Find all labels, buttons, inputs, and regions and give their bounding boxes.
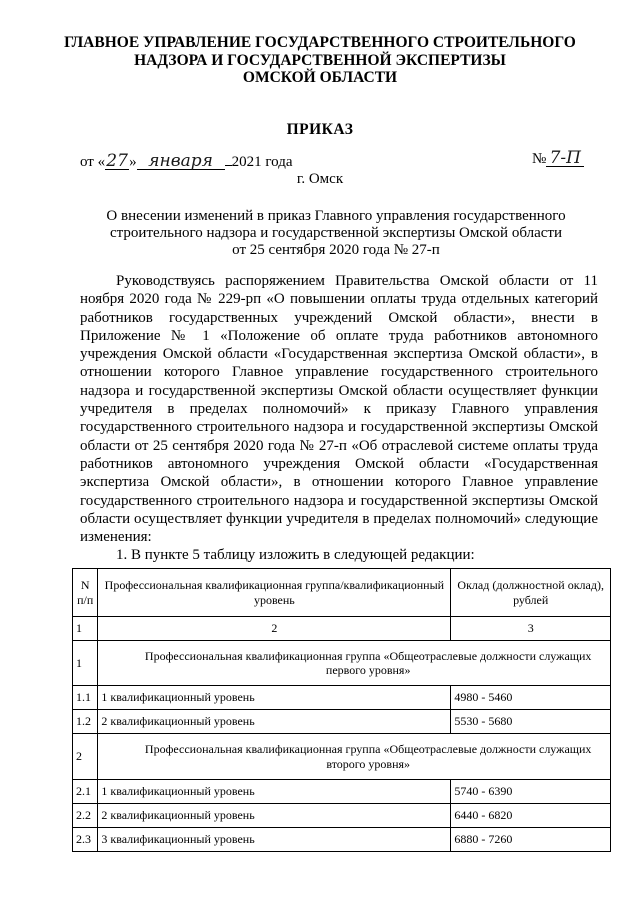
row-level: 3 квалификационный уровень	[98, 828, 451, 852]
row-num: 1.1	[73, 686, 98, 710]
city: г. Омск	[296, 171, 344, 187]
order-subject	[80, 208, 592, 259]
group-num: 2	[73, 734, 98, 780]
document-title: ПРИКАЗ	[286, 121, 354, 138]
row-pay: 6880 - 7260	[451, 828, 611, 852]
table-header-row	[73, 569, 611, 617]
row-pay: 5740 - 6390	[451, 780, 611, 804]
subject-line-1: О внесении изменений в приказ Главного управления государственного	[106, 208, 566, 224]
handwritten-number: 7-П	[546, 151, 584, 167]
order-body	[80, 272, 598, 565]
row-num: 1.2	[73, 710, 98, 734]
row-level: 2 квалификационный уровень	[98, 804, 451, 828]
row-pay: 6440 - 6820	[451, 804, 611, 828]
order-number	[532, 148, 584, 168]
group-title: Профессиональная квалификационная группа «Общеотраслевые должности служащих второго уровня»	[98, 734, 611, 780]
handwritten-day: 27	[106, 151, 128, 171]
row-level: 1 квалификационный уровень	[98, 780, 451, 804]
org-line-2: НАДЗОРА И ГОСУДАРСТВЕННОЙ ЭКСПЕРТИЗЫ	[134, 51, 506, 69]
table-row	[73, 780, 611, 804]
column-number: 2	[98, 617, 451, 641]
table-row	[73, 828, 611, 852]
header-pay: Оклад (должностной оклад), рублей	[451, 569, 611, 617]
organization-header	[60, 34, 580, 87]
group-num: 1	[73, 641, 98, 686]
row-num: 2.2	[73, 804, 98, 828]
table-row	[73, 804, 611, 828]
subject-line-2: строительного надзора и государственной экспертизы Омской области	[110, 225, 562, 241]
date-underline	[225, 153, 232, 166]
header-num: N п/п	[73, 569, 98, 617]
column-numbers-row	[73, 617, 611, 641]
number-sign: №	[532, 151, 547, 167]
column-number: 1	[73, 617, 98, 641]
header-name: Профессиональная квалификационная группа/квалификационный уровень	[98, 569, 451, 617]
row-num: 2.3	[73, 828, 98, 852]
group-title: Профессиональная квалификационная группа «Общеотраслевые должности служащих первого уровня»	[98, 641, 611, 686]
column-number: 3	[451, 617, 611, 641]
handwritten-month: января	[137, 154, 225, 170]
org-line-1: ГЛАВНОЕ УПРАВЛЕНИЕ ГОСУДАРСТВЕННОГО СТРОИТЕЛЬНОГО	[64, 34, 576, 51]
row-level: 1 квалификационный уровень	[98, 686, 451, 710]
org-line-3: ОМСКОЙ ОБЛАСТИ	[242, 69, 398, 86]
row-pay: 4980 - 5460	[451, 686, 611, 710]
order-date	[80, 153, 293, 171]
salary-table	[72, 568, 611, 852]
row-level: 2 квалификационный уровень	[98, 710, 451, 734]
row-num: 2.1	[73, 780, 98, 804]
subject-line-3: от 25 сентября 2020 года № 27-п	[232, 242, 440, 258]
body-item-1: 1. В пункте 5 таблицу изложить в следующей редакции:	[116, 547, 475, 564]
group-row	[73, 734, 611, 780]
date-mid: »	[129, 154, 137, 170]
table-row	[73, 686, 611, 710]
table-row	[73, 710, 611, 734]
date-year: 2021 года	[231, 154, 293, 170]
group-row	[73, 641, 611, 686]
body-paragraph: Руководствуясь распоряжением Правительства Омской области от 11 ноября 2020 года № 229-рп «О повышении оплаты труда отдельных категорий работников государственных учреждений Омской области», внести в Приложение № 1 «Положение об оплате труда работников автономного учреждения Омской области «Государственная экспертиза Омской области», в отношении которого Главное управление государственного строительного надзора и государственной экспертизы Омской области осуществляет функции учредителя в пределах полномочий» к приказу Главного управления государственного строительного надзора и государственной экспертизы Омской области от 25 сентября 2020 года № 27-п «Об отраслевой системе оплаты труда работников автономного учреждения Омской области «Государственная экспертиза Омской области», в отношении которого Главное управление государственного строительного надзора и государственной экспертизы Омской области осуществляет функции учредителя в пределах полномочий» следующие изменения:	[80, 273, 598, 546]
row-pay: 5530 - 5680	[451, 710, 611, 734]
date-prefix: от «	[80, 154, 106, 170]
